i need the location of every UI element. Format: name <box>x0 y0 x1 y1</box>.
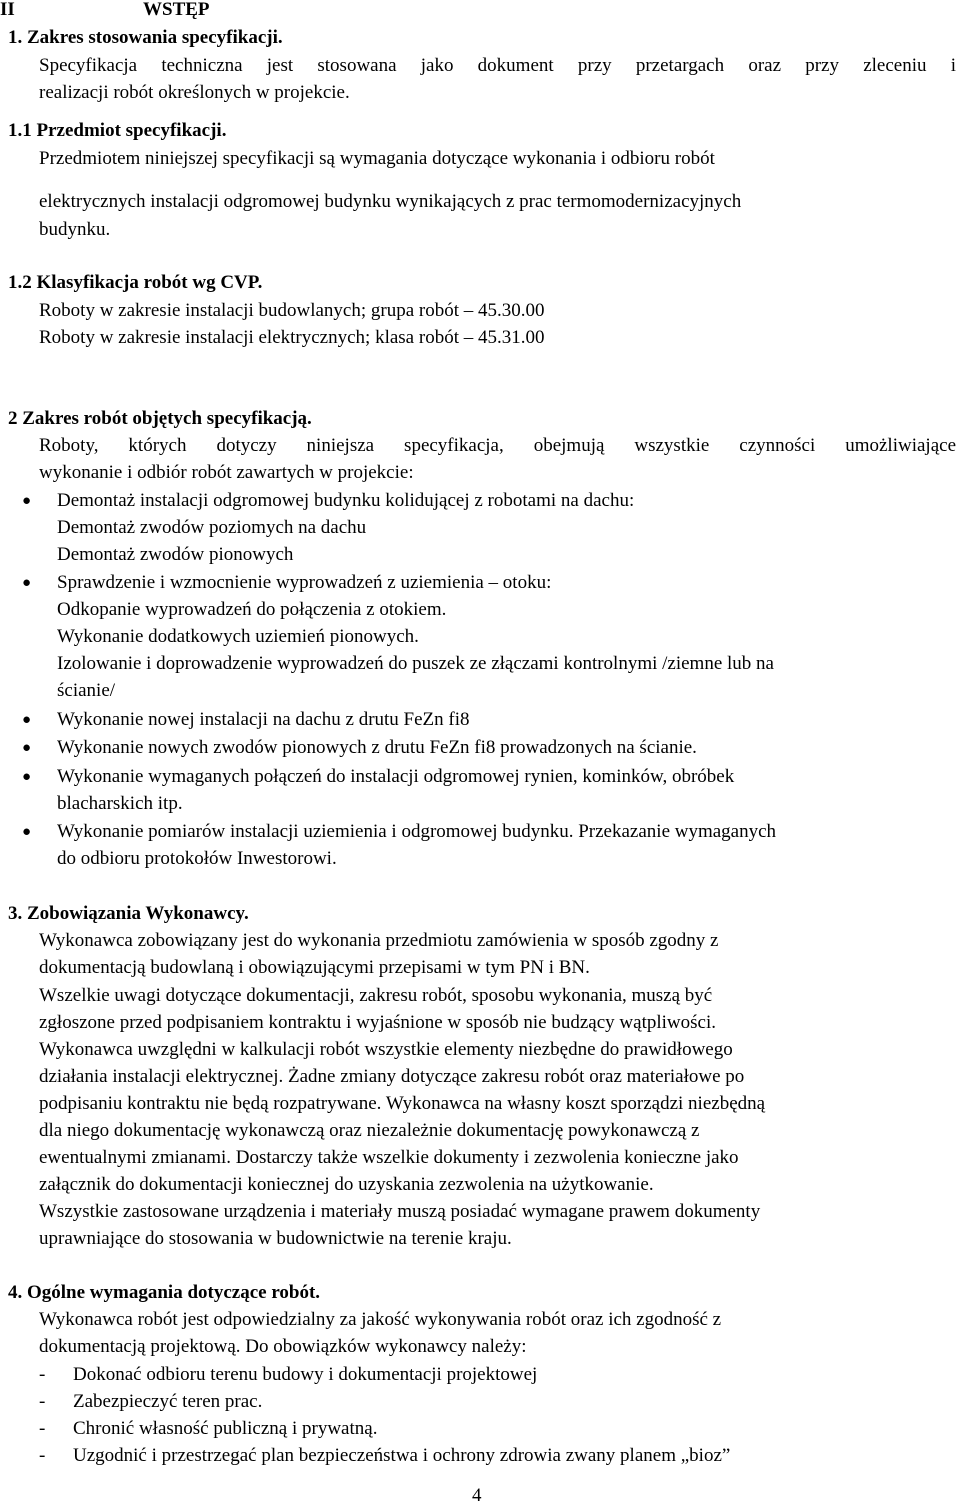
dash-marker: - <box>39 1364 46 1385</box>
section-3-line: ewentualnymi zmianami. Dostarczy także wszelkie dokumenty i zezwolenia konieczne jako <box>39 1147 739 1168</box>
dash-marker: - <box>39 1418 46 1439</box>
scope-item-2-sub-3-line-2: ścianie/ <box>57 680 116 701</box>
section-4-heading: 4. Ogólne wymagania dotyczące robót. <box>8 1282 321 1303</box>
section-3-line: dla niego dokumentację wykonawczą oraz niezależnie dokumentację powykonawczą z <box>39 1120 700 1141</box>
section-3-line: zgłoszone przed podpisaniem kontraktu i wyjaśnione w sposób nie budzący wątpliwości. <box>39 1012 716 1033</box>
bullet-icon: ● <box>22 493 32 509</box>
scope-item-1: Demontaż instalacji odgromowej budynku kolidującej z robotami na dachu: <box>57 490 635 511</box>
section-1-line-2: realizacji robót określonych w projekcie. <box>39 82 350 103</box>
scope-item-5-line-2: blacharskich itp. <box>57 793 183 814</box>
duty-item-3: Chronić własność publiczną i prywatną. <box>73 1418 378 1439</box>
section-1-2-line-2: Roboty w zakresie instalacji elektrycznych; klasa robót – 45.31.00 <box>39 327 545 348</box>
section-3-line: Wykonawca zobowiązany jest do wykonania przedmiotu zamówienia w sposób zgodny z <box>39 930 719 951</box>
section-4-line-2: dokumentacją projektową. Do obowiązków wykonawcy należy: <box>39 1336 527 1357</box>
section-3-line: uprawniające do stosowania w budownictwie na terenie kraju. <box>39 1228 512 1249</box>
section-4-line-1: Wykonawca robót jest odpowiedzialny za jakość wykonywania robót oraz ich zgodność z <box>39 1309 722 1330</box>
section-3-line: załącznik do dokumentacji koniecznej do uzyskania zezwolenia na użytkowanie. <box>39 1174 654 1195</box>
dash-marker: - <box>39 1391 46 1412</box>
bullet-icon: ● <box>22 824 32 840</box>
section-3-line: dokumentacją budowlaną i obowiązującymi przepisami w tym PN i BN. <box>39 957 590 978</box>
section-3-line: Wszystkie zastosowane urządzenia i materiały muszą posiadać wymagane prawem dokumenty <box>39 1201 761 1222</box>
scope-item-2-sub-3-line-1: Izolowanie i doprowadzenie wyprowadzeń do puszek ze złączami kontrolnymi /ziemne lub na <box>57 653 774 674</box>
section-1-heading: 1. Zakres stosowania specyfikacji. <box>8 27 283 48</box>
scope-item-1-sub-1: Demontaż zwodów poziomych na dachu <box>57 517 367 538</box>
bullet-icon: ● <box>22 712 32 728</box>
bullet-icon: ● <box>22 769 32 785</box>
scope-item-3: Wykonanie nowej instalacji na dachu z drutu FeZn fi8 <box>57 709 470 730</box>
page-number: 4 <box>472 1485 482 1506</box>
scope-item-2-sub-2: Wykonanie dodatkowych uziemień pionowych. <box>57 626 419 647</box>
section-1-1-line-1: Przedmiotem niniejszej specyfikacji są wymagania dotyczące wykonania i odbioru robót <box>39 148 715 169</box>
section-1-1-line-3: budynku. <box>39 219 111 240</box>
section-2-intro-line-2: wykonanie i odbiór robót zawartych w projekcie: <box>39 462 414 483</box>
scope-item-6-line-2: do odbioru protokołów Inwestorowi. <box>57 848 337 869</box>
chapter-title: WSTĘP <box>143 0 210 20</box>
scope-item-2-sub-1: Odkopanie wyprowadzeń do połączenia z otokiem. <box>57 599 447 620</box>
duty-item-4: Uzgodnić i przestrzegać plan bezpieczeństwa i ochrony zdrowia zwany planem „bioz” <box>73 1445 731 1466</box>
duty-item-1: Dokonać odbioru terenu budowy i dokumentacji projektowej <box>73 1364 538 1385</box>
section-1-2-line-1: Roboty w zakresie instalacji budowlanych; grupa robót – 45.30.00 <box>39 300 545 321</box>
scope-item-2: Sprawdzenie i wzmocnienie wyprowadzeń z uziemienia – otoku: <box>57 572 552 593</box>
scope-item-1-sub-2: Demontaż zwodów pionowych <box>57 544 294 565</box>
section-3-line: działania instalacji elektrycznej. Żadne zmiany dotyczące zakresu robót oraz materiałowe po <box>39 1066 745 1087</box>
section-1-1-heading: 1.1 Przedmiot specyfikacji. <box>8 120 227 141</box>
section-3-line: Wszelkie uwagi dotyczące dokumentacji, zakresu robót, sposobu wykonania, muszą być <box>39 985 713 1006</box>
bullet-icon: ● <box>22 740 32 756</box>
section-3-line: podpisaniu kontraktu nie będą rozpatrywane. Wykonawca na własny koszt sporządzi niezbędną <box>39 1093 766 1114</box>
section-2-intro-line-1: Roboty, których dotyczy niniejsza specyfikacja, obejmują wszystkie czynności umożliwiające <box>39 435 956 456</box>
duty-item-2: Zabezpieczyć teren prac. <box>73 1391 263 1412</box>
scope-item-6-line-1: Wykonanie pomiarów instalacji uziemienia i odgromowej budynku. Przekazanie wymaganych <box>57 821 777 842</box>
section-3-line: Wykonawca uwzględni w kalkulacji robót wszystkie elementy niezbędne do prawidłowego <box>39 1039 733 1060</box>
section-1-line-1: Specyfikacja techniczna jest stosowana jako dokument przy przetargach oraz przy zleceniu i <box>39 55 956 76</box>
bullet-icon: ● <box>22 575 32 591</box>
section-1-1-line-2: elektrycznych instalacji odgromowej budynku wynikających z prac termomodernizacyjnych <box>39 191 742 212</box>
scope-item-5-line-1: Wykonanie wymaganych połączeń do instalacji odgromowej rynien, kominków, obróbek <box>57 766 735 787</box>
dash-marker: - <box>39 1445 46 1466</box>
section-2-heading: 2 Zakres robót objętych specyfikacją. <box>8 408 312 429</box>
section-1-2-heading: 1.2 Klasyfikacja robót wg CVP. <box>8 272 263 293</box>
section-3-heading: 3. Zobowiązania Wykonawcy. <box>8 903 249 924</box>
chapter-roman: II <box>0 0 15 20</box>
scope-item-4: Wykonanie nowych zwodów pionowych z drutu FeZn fi8 prowadzonych na ścianie. <box>57 737 697 758</box>
